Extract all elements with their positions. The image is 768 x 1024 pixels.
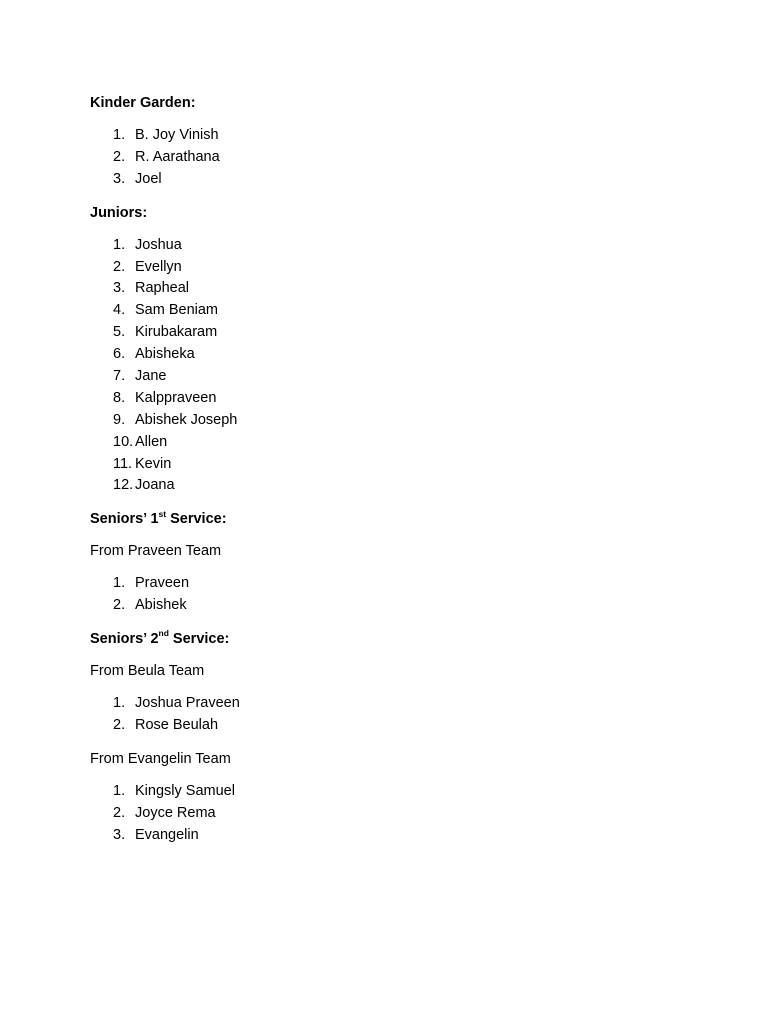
list-item-name: Abisheka xyxy=(135,346,195,363)
list-item-name: R. Aarathana xyxy=(135,148,220,165)
list-item-name: Praveen xyxy=(135,575,190,592)
list-item-name: Kevin xyxy=(135,455,172,472)
list-item xyxy=(90,147,690,169)
list-item-name: Sam Beniam xyxy=(135,302,219,319)
list-item-number: 2. xyxy=(113,804,126,821)
list-item-name: Joshua xyxy=(135,236,182,253)
list-item-name: Abishek xyxy=(135,597,187,614)
list-item-number: 3. xyxy=(113,280,126,297)
list-item-name: Joel xyxy=(135,170,162,187)
list-item-number: 11. xyxy=(113,455,133,472)
list-item xyxy=(90,475,690,497)
list-item xyxy=(90,278,690,300)
evangelin-team-list xyxy=(90,781,690,847)
list-item-number: 5. xyxy=(113,324,126,341)
list-item xyxy=(90,454,690,476)
list-item-name: Kalppraveen xyxy=(135,389,217,406)
list-item xyxy=(90,595,690,617)
list-item-number: 8. xyxy=(113,389,126,406)
list-item-number: 1. xyxy=(113,575,126,592)
juniors-list xyxy=(90,235,690,498)
list-item xyxy=(90,344,690,366)
seniors-second-heading-suffix: Service: xyxy=(168,631,230,648)
list-item xyxy=(90,366,690,388)
list-item xyxy=(90,235,690,257)
list-item-number: 4. xyxy=(113,302,126,319)
list-item xyxy=(90,257,690,279)
list-item-number: 1. xyxy=(113,782,126,799)
kinder-garden-list xyxy=(90,125,690,191)
beula-team-list xyxy=(90,693,690,737)
list-item-number: 9. xyxy=(113,411,126,428)
list-item-name: Joana xyxy=(135,477,175,494)
praveen-team-list xyxy=(90,573,690,617)
seniors-second-heading-text: Seniors’ 2 xyxy=(90,631,159,648)
kinder-garden-heading: Kinder Garden: xyxy=(90,95,196,111)
list-item-name: Evangelin xyxy=(135,826,199,843)
list-item xyxy=(90,432,690,454)
list-item-number: 1. xyxy=(113,127,126,143)
list-item-number: 2. xyxy=(113,717,126,734)
list-item xyxy=(90,322,690,344)
list-item xyxy=(90,125,690,147)
list-item-number: 2. xyxy=(113,258,126,275)
list-item xyxy=(90,781,690,803)
list-item-number: 2. xyxy=(113,597,126,614)
seniors-first-service-heading xyxy=(90,509,690,529)
list-item-name: Joshua Praveen xyxy=(135,695,240,712)
list-item-name: Kingsly Samuel xyxy=(135,782,235,799)
list-item-name: Kirubakaram xyxy=(135,324,218,341)
list-item-name: Joyce Rema xyxy=(135,804,216,821)
list-item-number: 7. xyxy=(113,368,126,385)
seniors-second-service-heading xyxy=(90,629,690,649)
list-item xyxy=(90,573,690,595)
list-item-name: Rose Beulah xyxy=(135,717,219,734)
list-item-number: 3. xyxy=(113,170,126,187)
seniors-first-heading-sup: st xyxy=(158,508,167,519)
list-item xyxy=(90,825,690,847)
list-item-number: 10. xyxy=(113,433,134,450)
list-item xyxy=(90,300,690,322)
list-item xyxy=(90,693,690,715)
list-item-name: B. Joy Vinish xyxy=(135,127,219,143)
praveen-team-label: From Praveen Team xyxy=(90,543,222,560)
list-item xyxy=(90,715,690,737)
list-item-number: 6. xyxy=(113,346,126,363)
beula-team-label: From Beula Team xyxy=(90,663,205,680)
list-item-number: 1. xyxy=(113,236,126,253)
list-item-name: Rapheal xyxy=(135,280,190,297)
list-item-name: Allen xyxy=(135,433,168,450)
seniors-first-heading-text: Seniors’ 1 xyxy=(90,511,159,528)
list-item xyxy=(90,803,690,825)
list-item-number: 2. xyxy=(113,148,126,165)
list-item-number: 1. xyxy=(113,695,126,712)
seniors-second-heading-sup: nd xyxy=(158,628,169,639)
seniors-first-heading-suffix: Service: xyxy=(166,511,227,528)
list-item-number: 12. xyxy=(113,477,134,494)
list-item-number: 3. xyxy=(113,826,126,843)
evangelin-team-label: From Evangelin Team xyxy=(90,750,231,767)
list-item-name: Jane xyxy=(135,368,167,385)
list-item xyxy=(90,410,690,432)
list-item xyxy=(90,169,690,191)
document-content xyxy=(90,93,690,859)
list-item-name: Evellyn xyxy=(135,258,182,275)
juniors-heading: Juniors: xyxy=(90,204,148,221)
list-item xyxy=(90,388,690,410)
list-item-name: Abishek Joseph xyxy=(135,411,238,428)
